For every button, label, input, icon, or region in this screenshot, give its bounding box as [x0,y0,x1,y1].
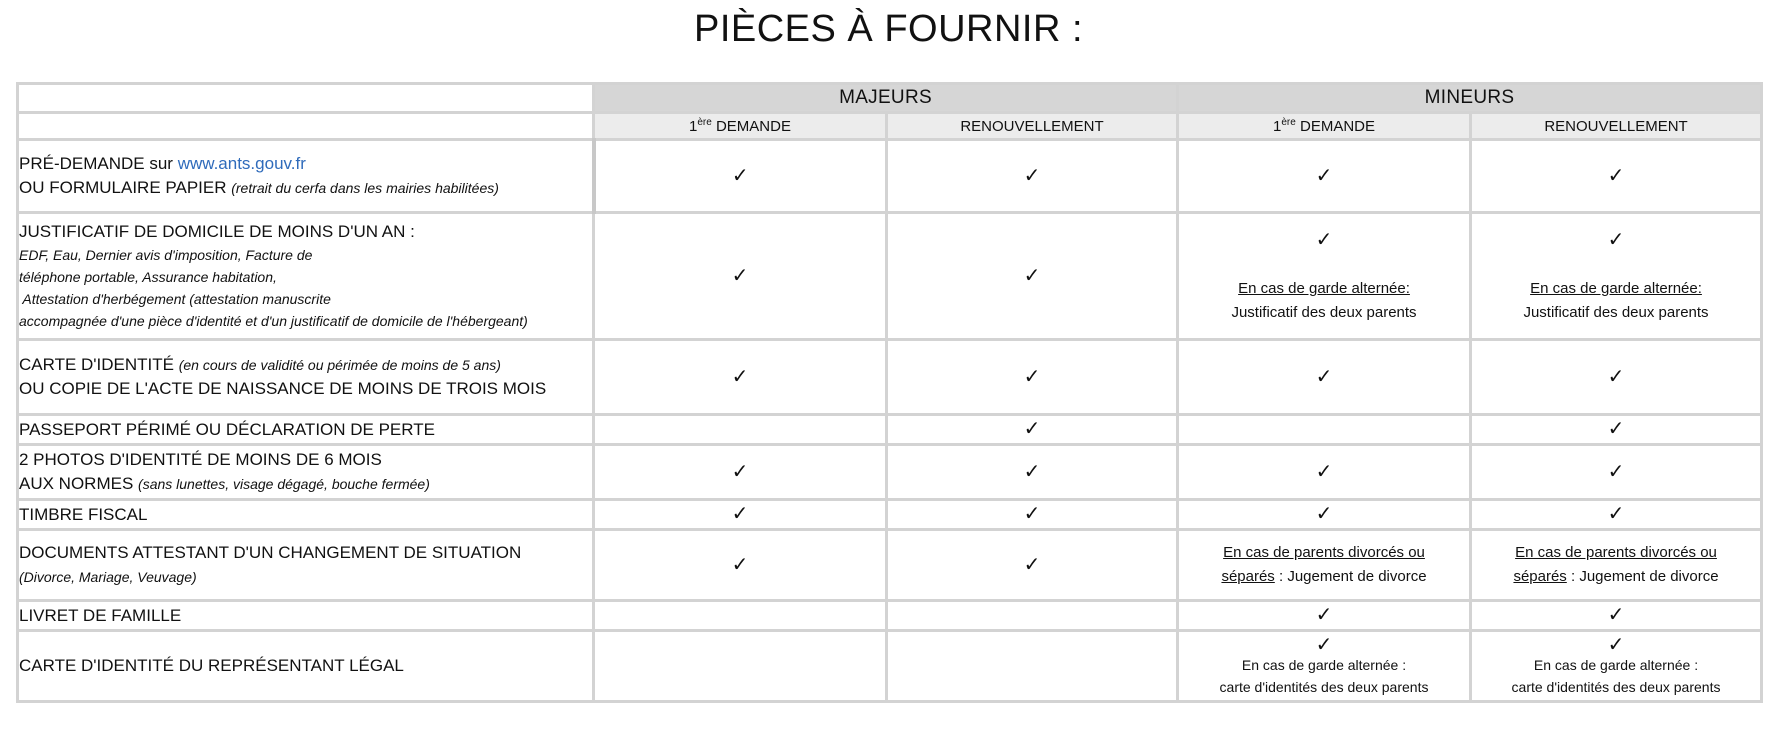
page-title: PIÈCES À FOURNIR : [693,8,1084,50]
table-row [18,500,1762,530]
check-cell [1178,140,1471,213]
check-cell [594,445,887,500]
check-icon: ✓ [1023,363,1041,388]
subheader-majeurs-premiere-demande: 1ère DEMANDE [594,113,887,140]
check-note-cell: ✓ En cas de garde alternée : carte d'identités des deux parents [1178,631,1471,702]
check-cell [1178,445,1471,500]
check-icon: ✓ [1315,602,1333,626]
check-icon: ✓ [731,162,749,187]
empty-cell [887,601,1178,631]
row-label-representant-legal: CARTE D'IDENTITÉ DU REPRÉSENTANT LÉGAL [18,631,594,702]
note-cell: En cas de parents divorcés ou séparés : Jugement de divorce [1471,530,1762,601]
check-icon: ✓ [731,262,749,287]
check-cell [1471,445,1762,500]
check-cell [1471,601,1762,631]
check-note-cell [1471,213,1762,340]
check-icon: ✓ [1023,501,1041,525]
header-majeurs: MAJEURS [594,84,1178,113]
row-label-justificatif-domicile: JUSTIFICATIF DE DOMICILE DE MOINS D'UN AN : EDF, Eau, Dernier avis d'imposition, Facture de téléphone portable, Assurance habitation, Attestation d'herbégement (attestation manuscrite accompagnée d'une pièce d'identité et d'un justificatif de domicile de l'hébergeant) [18,213,594,340]
table-row [18,140,1762,213]
table-row [18,340,1762,415]
header-blank [18,84,594,113]
check-cell [887,415,1178,445]
check-icon: ✓ [1023,551,1041,576]
table-row [18,530,1762,601]
check-icon: ✓ [731,501,749,525]
subheader-mineurs-premiere-demande: 1ère DEMANDE [1178,113,1471,140]
subheader-majeurs-renouvellement: RENOUVELLEMENT [887,113,1178,140]
row-label-passeport: PASSEPORT PÉRIMÉ OU DÉCLARATION DE PERTE [18,415,594,445]
row-label-changement-situation: DOCUMENTS ATTESTANT D'UN CHANGEMENT DE SITUATION (Divorce, Mariage, Veuvage) [18,530,594,601]
check-note-cell: ✓ En cas de garde alternée : carte d'identités des deux parents [1471,631,1762,702]
check-icon: ✓ [1607,602,1625,626]
table-row [18,213,1762,340]
check-icon: ✓ [1315,162,1333,187]
note-body: Justificatif des deux parents [1523,304,1709,321]
check-icon: ✓ [1607,632,1625,656]
check-icon: ✓ [1607,363,1625,388]
check-note-cell [1178,213,1471,340]
check-cell [887,530,1178,601]
check-icon: ✓ [731,458,749,483]
empty-cell [1178,415,1471,445]
check-cell [1178,601,1471,631]
check-icon: ✓ [1607,416,1625,440]
check-cell [594,140,887,213]
check-icon: ✓ [1315,363,1333,388]
check-icon: ✓ [1023,458,1041,483]
row-label-livret-famille: LIVRET DE FAMILLE [18,601,594,631]
check-cell [887,213,1178,340]
row-label-timbre-fiscal: TIMBRE FISCAL [18,500,594,530]
check-cell [1471,340,1762,415]
empty-cell [594,631,887,702]
check-cell [594,530,887,601]
note-cell: En cas de parents divorcés ou séparés : Jugement de divorce [1178,530,1471,601]
subheader-blank [18,113,594,140]
row-label-carte-identite: CARTE D'IDENTITÉ (en cours de validité ou périmée de moins de 5 ans) OU COPIE DE L'ACTE DE NAISSANCE DE MOINS DE TROIS MOIS [18,340,594,415]
note-title: En cas de garde alternée: [1530,280,1702,297]
table-row [18,631,1762,702]
header-mineurs: MINEURS [1178,84,1762,113]
empty-cell [594,601,887,631]
check-icon: ✓ [1023,262,1041,287]
check-cell [887,340,1178,415]
table-row [18,601,1762,631]
check-cell [1178,500,1471,530]
check-cell [594,213,887,340]
check-icon: ✓ [1315,227,1333,251]
check-cell [887,445,1178,500]
note-title: En cas de garde alternée: [1238,280,1410,297]
check-cell [1471,140,1762,213]
check-icon: ✓ [1607,162,1625,187]
documents-table [16,82,1763,703]
check-cell [1471,500,1762,530]
row-label-pre-demande: PRÉ-DEMANDE sur www.ants.gouv.fr OU FORMULAIRE PAPIER (retrait du cerfa dans les mairies habilitées) [18,140,594,213]
check-cell [1178,340,1471,415]
check-cell [594,340,887,415]
check-cell [887,140,1178,213]
check-cell [887,500,1178,530]
row-label-photos: 2 PHOTOS D'IDENTITÉ DE MOINS DE 6 MOIS AUX NORMES (sans lunettes, visage dégagé, bouche fermée) [18,445,594,500]
check-icon: ✓ [1023,162,1041,187]
empty-cell [594,415,887,445]
check-icon: ✓ [1607,227,1625,251]
note-body: Justificatif des deux parents [1231,304,1417,321]
check-cell [594,500,887,530]
check-icon: ✓ [1607,458,1625,483]
check-icon: ✓ [1315,501,1333,525]
ants-link[interactable]: www.ants.gouv.fr [177,154,306,173]
check-icon: ✓ [1315,632,1333,656]
check-icon: ✓ [1607,501,1625,525]
empty-cell [887,631,1178,702]
table-row [18,415,1762,445]
table-row [18,445,1762,500]
check-icon: ✓ [1315,458,1333,483]
check-icon: ✓ [731,551,749,576]
subheader-mineurs-renouvellement: RENOUVELLEMENT [1471,113,1762,140]
check-icon: ✓ [1023,416,1041,440]
check-cell [1471,415,1762,445]
check-icon: ✓ [731,363,749,388]
